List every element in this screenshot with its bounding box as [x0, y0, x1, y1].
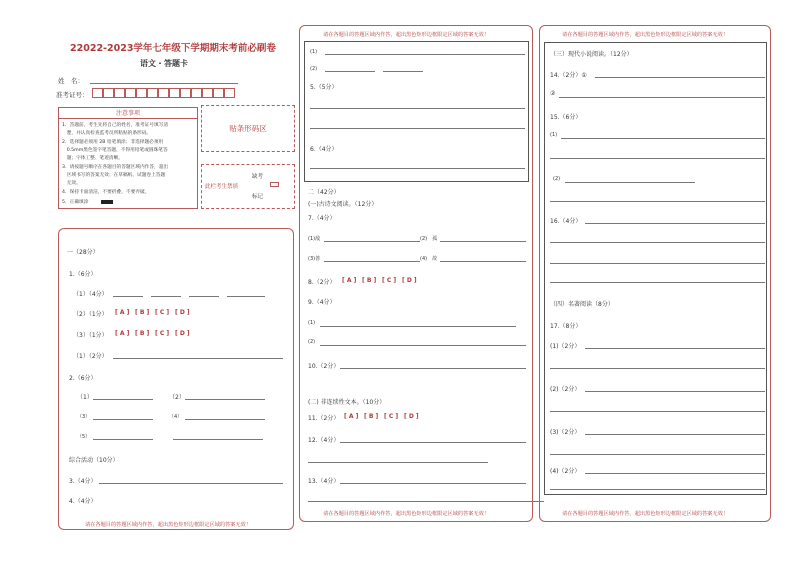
q5-blank[interactable] — [310, 128, 525, 129]
q2-2-label: （2） — [169, 394, 185, 401]
q3-blank[interactable] — [99, 483, 283, 484]
q1-3-option-d[interactable]: [ D ] — [175, 330, 190, 337]
q17-2-blank[interactable] — [585, 391, 765, 392]
q11-option-d[interactable]: [ D ] — [404, 413, 419, 420]
q6-blank[interactable] — [310, 168, 525, 169]
q7-label: 7.（4分） — [308, 215, 336, 222]
q9-2-blank[interactable] — [320, 345, 526, 346]
q12-blank[interactable] — [340, 442, 526, 443]
q15-2-blank[interactable] — [550, 201, 765, 202]
r1-blank[interactable] — [355, 54, 525, 55]
exam-title: 22022-2023学年七年级下学期期末考前必刷卷 — [70, 43, 276, 54]
q8-option-b[interactable]: [ B ] — [362, 277, 377, 284]
c2-label: (2) 孤 — [420, 236, 438, 242]
warning-footer: 请在各题目的答题区域内作答，超出黑色矩形边框限定区域的答案无效！ — [85, 522, 252, 528]
warning-footer: 请在各题目的答题区域内作答，超出黑色矩形边框限定区域的答案无效！ — [562, 511, 729, 517]
notice-item: 无效。 — [62, 181, 81, 186]
q15-2-label: (2) — [553, 176, 561, 182]
notice-item: 5．正确填涂 — [62, 200, 89, 205]
absent-checkbox[interactable] — [270, 182, 279, 187]
q17-1-blank[interactable] — [585, 348, 765, 349]
panel-column-3 — [539, 25, 771, 522]
q11-option-b[interactable]: [ B ] — [364, 413, 379, 420]
q2-3-label: （3） — [77, 414, 91, 420]
c1-label: (1)敌 — [308, 236, 321, 242]
q12-blank[interactable] — [308, 462, 488, 463]
panel-column-2 — [299, 25, 533, 522]
q17-3-blank[interactable] — [585, 434, 765, 435]
q11-option-c[interactable]: [ C ] — [384, 413, 399, 420]
box-q4-continued — [304, 41, 529, 182]
q2-5-blank[interactable] — [93, 439, 153, 440]
filled-mark — [101, 200, 113, 204]
notice-item: 楚，并认真检查监考员所粘贴的条形码。 — [62, 131, 152, 136]
q1-3-option-a[interactable]: [ A ] — [115, 330, 130, 337]
q8-option-a[interactable]: [ A ] — [342, 277, 357, 284]
q1-1-label: （1）（4分） — [73, 291, 108, 298]
warning-footer: 请在各题目的答题区域内作答，超出黑色矩形边框限定区域的答案无效！ — [323, 511, 490, 517]
q14-2-label: ② — [550, 90, 556, 97]
r1-label: (1) — [310, 49, 318, 55]
exam-subtitle: 语文・答题卡 — [140, 59, 188, 68]
q1-2-label: （2）（1分） — [73, 311, 108, 318]
section-1-title: 一（28分） — [67, 249, 99, 256]
q1-4-blank[interactable] — [113, 358, 283, 359]
q14-1-blank[interactable] — [595, 77, 765, 78]
q16-blank[interactable] — [550, 282, 765, 283]
q2-3-blank[interactable] — [93, 419, 153, 420]
q13-blank[interactable] — [308, 501, 544, 502]
r2-blank[interactable] — [383, 71, 423, 72]
r1-blank[interactable] — [325, 54, 355, 55]
barcode-box — [201, 105, 295, 152]
q2-1-blank[interactable] — [93, 399, 153, 400]
q14-label: 14.（2分）① — [550, 72, 587, 79]
notice-item: 题；字体工整、笔迹清晰。 — [62, 156, 123, 161]
q1-1-blank[interactable] — [113, 296, 143, 297]
notice-item: 0.5mm黑色签字笔答题，不得用铅笔或圆珠笔答 — [62, 148, 168, 153]
id-label: 准考证号： — [56, 91, 89, 99]
q8-label: 8.（2分） — [308, 279, 336, 286]
q13-label: 13.（4分） — [308, 478, 340, 485]
q13-blank[interactable] — [340, 483, 526, 484]
q2-2-blank[interactable] — [185, 399, 265, 400]
q15-1-blank[interactable] — [561, 138, 765, 139]
warning-header: 请在各题目的答题区域内作答，超出黑色矩形边框限定区域的答案无效！ — [323, 32, 490, 38]
activity-title: 综合活动（10分） — [69, 457, 119, 464]
q15-1-label: (1) — [550, 132, 558, 138]
q17-2-blank[interactable] — [550, 411, 765, 412]
q17-3-label: (3)（2分） — [550, 429, 581, 436]
c3-blank[interactable] — [324, 261, 420, 262]
notice-item: 4．保持卡面清洁，不要折叠、不要弄破。 — [62, 190, 150, 195]
box-section-3 — [544, 42, 767, 495]
name-field[interactable] — [90, 83, 238, 84]
q2-1-label: （1） — [77, 394, 93, 401]
q16-blank[interactable] — [550, 263, 765, 264]
c4-label: (4) 故 — [420, 256, 438, 262]
q8-option-c[interactable]: [ C ] — [382, 277, 397, 284]
q1-3-option-b[interactable]: [ B ] — [135, 330, 150, 337]
q2-4-label: （4） — [169, 414, 183, 420]
q17-4-blank[interactable] — [585, 473, 765, 474]
q9-1-label: (1) — [308, 320, 316, 326]
absent-text: 此栏考生禁填 — [205, 184, 239, 190]
notice-item: 1．答题前，考生先将自己的姓名，准考证号填写清 — [62, 123, 169, 128]
panel-section-1 — [58, 228, 294, 530]
id-grid[interactable] — [92, 88, 240, 100]
q14-2-blank[interactable] — [559, 97, 765, 98]
sub-4-title: （四）名著阅读（8分） — [550, 301, 614, 308]
q9-1-blank[interactable] — [320, 326, 516, 327]
q17-1-blank[interactable] — [550, 368, 765, 369]
notice-title: 注意事项 — [59, 108, 197, 119]
sub-1-title: (一)古诗文阅读。（12分） — [308, 201, 378, 208]
q1-2-option-a[interactable]: [ A ] — [115, 309, 130, 316]
absent-label-1: 缺考 — [252, 174, 264, 180]
notice-item: 3．请按题号顺序在各题目的答题区域内作答，超出 — [62, 165, 169, 170]
q10-label: 10.（2分） — [308, 363, 340, 370]
sub-2-title: (二) 非连续性文本。（10分） — [308, 399, 386, 406]
q1-2-option-c[interactable]: [ C ] — [155, 309, 170, 316]
r2-label: (2) — [310, 66, 318, 72]
q17-label: 17.（8分） — [550, 323, 582, 330]
barcode-label: 贴条形码区 — [229, 124, 267, 133]
q4-label: 4.（4分） — [69, 498, 97, 505]
q11-option-a[interactable]: [ A ] — [344, 413, 359, 420]
q11-label: 11.（2分） — [308, 415, 340, 422]
q2-label: 2.（6分） — [69, 375, 97, 382]
q3-label: 3.（4分） — [69, 478, 97, 485]
r2-blank[interactable] — [325, 71, 375, 72]
q1-label: 1.（6分） — [69, 271, 97, 278]
absent-label-2: 标记 — [252, 194, 264, 200]
q17-2-label: (2)（2分） — [550, 386, 581, 393]
q16-blank[interactable] — [585, 223, 765, 224]
notice-box — [58, 107, 198, 209]
q17-1-label: (1)（2分） — [550, 343, 581, 350]
q6-label: 6.（4分） — [310, 146, 338, 153]
notice-item: 区域书写的答案无效；在草稿纸、试题卷上答题 — [62, 173, 166, 178]
q16-blank[interactable] — [550, 242, 765, 243]
q2-6-blank[interactable] — [173, 439, 263, 440]
q2-4-blank[interactable] — [185, 419, 265, 420]
warning-header: 请在各题目的答题区域内作答，超出黑色矩形边框限定区域的答案无效！ — [562, 32, 729, 38]
c2-blank[interactable] — [440, 241, 526, 242]
q9-label: 9.（4分） — [308, 299, 336, 306]
q12-label: 12.（4分） — [308, 437, 340, 444]
q16-label: 16.（4分） — [550, 218, 582, 225]
q8-option-d[interactable]: [ D ] — [402, 277, 417, 284]
q2-5-label: （5） — [77, 434, 91, 440]
q17-3-blank[interactable] — [550, 454, 765, 455]
q1-3-label: （3）（1分） — [73, 332, 108, 339]
q9-2-label: (2) — [308, 339, 316, 345]
q1-2-option-d[interactable]: [ D ] — [175, 309, 190, 316]
q1-1-blank[interactable] — [151, 296, 181, 297]
c4-blank[interactable] — [440, 261, 526, 262]
q17-4-blank[interactable] — [550, 489, 765, 490]
sub-3-title: （三）现代小说阅读。（12分） — [550, 51, 633, 58]
q1-3-option-c[interactable]: [ C ] — [155, 330, 170, 337]
name-label: 姓 名： — [58, 77, 84, 85]
q5-label: 5.（5分） — [310, 84, 338, 91]
c3-label: (3)善 — [308, 256, 321, 262]
c1-blank[interactable] — [324, 241, 420, 242]
notice-item: 2．选择题必须用 2B 铅笔填涂；非选择题必须用 — [62, 140, 164, 145]
q15-1-blank[interactable] — [550, 158, 765, 159]
q1-4-label: （1）（2分） — [73, 353, 108, 360]
q1-2-option-b[interactable]: [ B ] — [135, 309, 150, 316]
absent-box — [201, 164, 295, 209]
section-2-title: 二（42分） — [308, 189, 340, 196]
q1-1-blank[interactable] — [189, 296, 219, 297]
q15-2-blank[interactable] — [565, 182, 695, 183]
q1-1-blank[interactable] — [227, 296, 265, 297]
q5-blank[interactable] — [310, 108, 525, 109]
q15-label: 15.（6分） — [550, 114, 582, 121]
q10-blank[interactable] — [340, 368, 526, 369]
q17-4-label: (4)（2分） — [550, 468, 581, 475]
